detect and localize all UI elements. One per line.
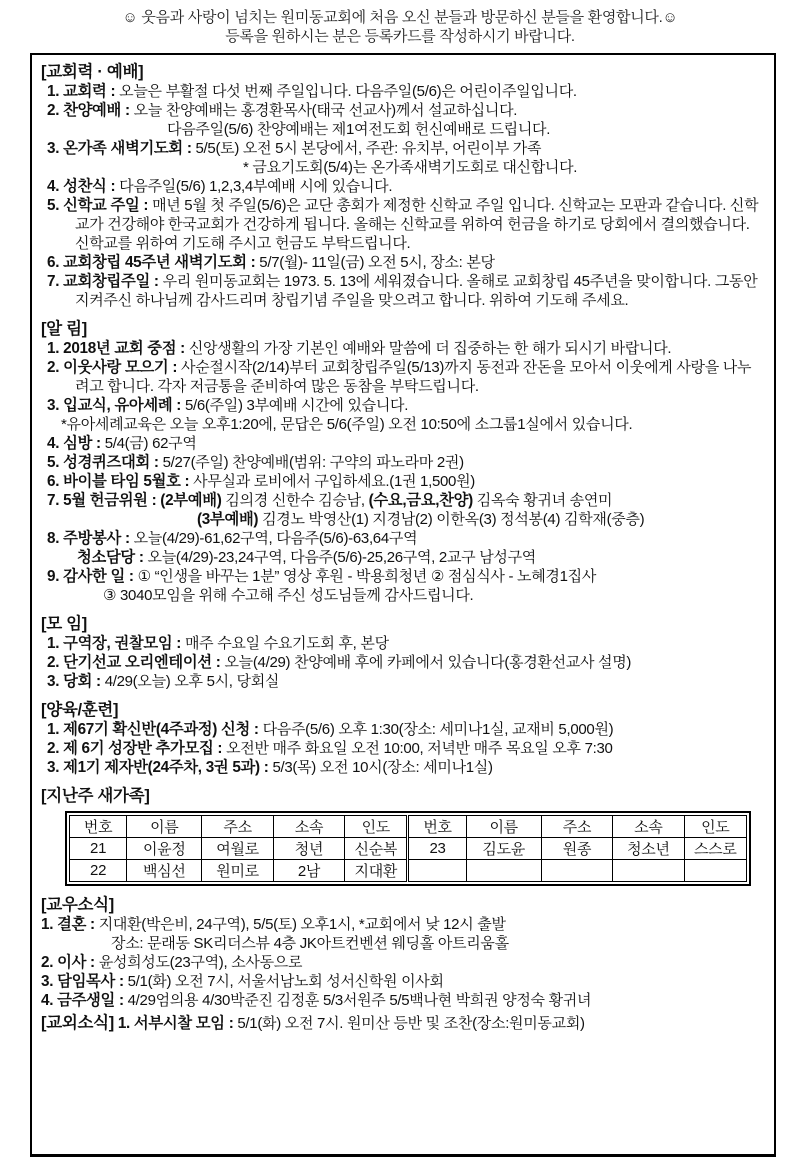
greeting-banner [0, 0, 800, 46]
worship-item-3 [47, 139, 765, 177]
table-row [70, 860, 747, 882]
cell: 지대환 [345, 860, 408, 882]
item-label: 3. 입교식, 유아세례 : [47, 397, 182, 414]
item-text: 다음주일(5/6) 1,2,3,4부예배 시에 있습니다. [119, 178, 393, 195]
item-cont: *유아세례교육은 오늘 오후1:20에, 문답은 5/6(주일) 오전 10:50에 소그룹1실에서 있습니다. [61, 416, 633, 433]
item-label: 4. 금주생일 : [41, 992, 124, 1009]
item-label: 1. 교회력 : [47, 83, 116, 100]
member-news-item-1 [41, 915, 765, 953]
cell [466, 860, 541, 882]
meeting-item-1 [47, 634, 765, 653]
item-label: 3. 당회 : [47, 673, 101, 690]
item-label: 1. 결혼 : [41, 916, 95, 933]
col-header: 이름 [466, 816, 541, 838]
section-notice-items [47, 339, 765, 605]
item-label: 7. 5월 헌금위원 : [47, 492, 157, 509]
item-label: 3. 제1기 제자반(24주차, 3권 5과) : [47, 759, 269, 776]
col-header: 인도 [345, 816, 408, 838]
col-header: 주소 [202, 816, 273, 838]
col-header: 인도 [684, 816, 746, 838]
meeting-item-2 [47, 653, 765, 672]
item-text: 우리 원미동교회는 1973. 5. 13에 세워졌습니다. 올해로 교회창립 45주년을 맞이합니다. 그동안 지켜주신 하나님께 감사드리며 창립기념 주일을 맞으려고 합니다. 위하여 기도해 주세요. [75, 273, 758, 309]
item-label: 2. 이웃사랑 모으기 : [47, 359, 178, 376]
section-worship [41, 62, 765, 310]
item-cont: 다음주일(5/6) 찬양예배는 제1여전도회 헌신예배로 드립니다. [167, 121, 551, 138]
item-label: 1. 서부시찰 모임 : [117, 1015, 234, 1032]
item-text: 5/4(금) 62구역 [104, 435, 197, 452]
section-meeting-items [47, 634, 765, 691]
item-text: 4/29(오늘) 오후 5시, 당회실 [104, 673, 280, 690]
item-bold-1: (2부예배) [160, 492, 222, 509]
item-cont [197, 510, 765, 529]
worship-item-5 [47, 196, 765, 253]
item-line-2 [77, 548, 765, 567]
item-text: 지대환(박은비, 24구역), 5/5(토) 오후1시, *교회에서 낮 12시 출발 [98, 916, 506, 933]
cell [613, 860, 684, 882]
section-worship-items [47, 82, 765, 310]
item-text: 오늘(4/29) 찬양예배 후에 카페에서 있습니다(홍경환선교사 설명) [224, 654, 632, 671]
item-text: 신앙생활의 가장 기본인 예배와 말씀에 더 집중하는 한 해가 되시기 바랍니다. [188, 340, 672, 357]
item-cont: 장소: 문래동 SK리더스뷰 4층 JK아트컨벤션 웨딩홀 아트리움홀 [111, 935, 509, 952]
external-news-line [41, 1014, 765, 1033]
cell [684, 860, 746, 882]
item-label: 5. 신학교 주일 : [47, 197, 149, 214]
cell: 이윤정 [127, 838, 202, 860]
newcomers-table [65, 811, 751, 886]
item-text: 5/5(토) 오전 5시 본당에서, 주관: 유치부, 어린이부 가족 [195, 140, 542, 157]
item-label: 2. 단기선교 오리엔테이션 : [47, 654, 221, 671]
notice-item-2 [47, 358, 765, 396]
item-label: 1. 2018년 교회 중점 : [47, 340, 185, 357]
member-news-item-2 [41, 953, 765, 972]
section-external-news [41, 1014, 765, 1033]
item-text: 오전반 매주 화요일 오전 10:00, 저녁반 매주 목요일 오후 7:30 [226, 740, 613, 757]
section-meeting [41, 614, 765, 691]
item-text: 5/1(화) 오전 7시, 서울서남노회 성서신학원 이사회 [127, 973, 444, 990]
item-text: 오늘은 부활절 다섯 번째 주일입니다. 다음주일(5/6)은 어린이주일입니다. [119, 83, 577, 100]
item-label: 9. 감사한 일 : [47, 568, 134, 585]
col-header: 소속 [273, 816, 344, 838]
cell: 김도윤 [466, 838, 541, 860]
notice-item-9 [47, 567, 765, 605]
item-text: 윤성희성도(23구역), 소사동으로 [98, 954, 303, 971]
item-label: 6. 바이블 타임 5월호 : [47, 473, 190, 490]
item-cont: * 금요기도회(5/4)는 온가족새벽기도회로 대신합니다. [243, 159, 578, 176]
item-label: 8. 주방봉사 : [47, 530, 130, 547]
section-member-news-items [41, 915, 765, 1010]
item-text: 매년 5월 첫 주일(5/6)은 교단 총회가 제정한 신학교 주일 입니다. 신학교는 모판과 같습니다. 신학교가 건강해야 한국교회가 건강하게 됩니다. 올해는 신학교를 위하여 헌금을 하기로 당회에서 결의했습니다. 신학교를 위하여 기도해 주시고 헌금도 부탁드립니다. [75, 197, 759, 252]
notice-item-6 [47, 472, 765, 491]
item-text-2: 오늘(4/29)-23,24구역, 다음주(5/6)-25,26구역, 2교구 남성구역 [147, 549, 536, 566]
cell: 23 [408, 838, 466, 860]
greeting-line2: 등록을 원하시는 분은 등록카드를 작성하시기 바랍니다. [225, 28, 575, 45]
cell: 스스로 [684, 838, 746, 860]
item-text: 5/7(월)- 11일(금) 오전 5시, 장소: 본당 [259, 254, 495, 271]
item-text: 5/6(주일) 3부예배 시간에 있습니다. [184, 397, 409, 414]
notice-item-8 [47, 529, 765, 567]
item-text: 5/27(주일) 찬양예배(범위: 구약의 파노라마 2권) [162, 454, 464, 471]
worship-item-6 [47, 253, 765, 272]
item-text: 다음주(5/6) 오후 1:30(장소: 세미나1실, 교재비 5,000원) [262, 721, 614, 738]
training-item-2 [47, 739, 765, 758]
section-member-news-title: [교우소식] [41, 896, 114, 914]
section-worship-title: [교회력 · 예배] [41, 63, 144, 81]
member-news-item-3 [41, 972, 765, 991]
worship-item-4 [47, 177, 765, 196]
cell [541, 860, 612, 882]
col-header: 번호 [70, 816, 127, 838]
cell: 원종 [541, 838, 612, 860]
worship-item-1 [47, 82, 765, 101]
table-row [70, 838, 747, 860]
section-training-title: [양육/훈련] [41, 701, 119, 719]
item-label: 5. 성경퀴즈대회 : [47, 454, 159, 471]
col-header: 소속 [613, 816, 684, 838]
meeting-item-3 [47, 672, 765, 691]
item-text: 4/29엄의용 4/30박준진 김정훈 5/3서원주 5/5백나현 박희권 양정숙 황귀녀 [127, 992, 592, 1009]
training-item-1 [47, 720, 765, 739]
item-label: 4. 심방 : [47, 435, 101, 452]
cell: 원미로 [202, 860, 273, 882]
cell: 백심선 [127, 860, 202, 882]
item-label: 2. 찬양예배 : [47, 102, 130, 119]
section-notice [41, 319, 765, 605]
item-cont: ③ 3040모임을 위해 수고해 주신 성도님들께 감사드립니다. [103, 587, 474, 604]
item-text: ① “인생을 바꾸는 1분” 영상 후원 - 박용희청년 ② 점심식사 - 노혜경1집사 [137, 568, 597, 585]
worship-item-2 [47, 101, 765, 139]
section-training-items [47, 720, 765, 777]
cell: 청년 [273, 838, 344, 860]
item-bold-2: (수요,금요,찬양) [368, 492, 473, 509]
notice-item-7 [47, 491, 765, 529]
section-newcomers-title: [지난주 새가족] [41, 787, 150, 805]
item-label-2: 청소담당 : [77, 549, 144, 566]
item-text: 사순절시작(2/14)부터 교회창립주일(5/13)까지 동전과 잔돈을 모아서 이웃에게 사랑을 나누려고 합니다. 각자 저금통을 준비하여 많은 동참을 부탁드립니다. [75, 359, 752, 395]
training-item-3 [47, 758, 765, 777]
col-header: 번호 [408, 816, 466, 838]
item-label: 4. 성찬식 : [47, 178, 116, 195]
item-label: 7. 교회창립주일 : [47, 273, 159, 290]
col-header: 이름 [127, 816, 202, 838]
worship-item-7 [47, 272, 765, 310]
item-text: 5/3(목) 오전 10시(장소: 세미나1실) [272, 759, 493, 776]
item-text: 오늘(4/29)-61,62구역, 다음주(5/6)-63,64구역 [133, 530, 418, 547]
item-label: 1. 제67기 확신반(4주과정) 신청 : [47, 721, 259, 738]
notice-item-1 [47, 339, 765, 358]
item-label: 6. 교회창립 45주년 새벽기도회 : [47, 254, 256, 271]
notice-item-3 [47, 396, 765, 434]
section-training [41, 700, 765, 777]
item-text: 사무실과 로비에서 구입하세요.(1권 1,500원) [193, 473, 475, 490]
item-text: 5/1(화) 오전 7시. 원미산 등반 및 조찬(장소:원미동교회) [237, 1015, 585, 1032]
item-label: 3. 담임목사 : [41, 973, 124, 990]
item-cont-text: 김경노 박영산(1) 지경남(2) 이한옥(3) 정석봉(4) 김학재(중층) [258, 511, 645, 528]
greeting-line1: ☺ 웃음과 사랑이 넘치는 원미동교회에 처음 오신 분들과 방문하신 분들을 환영합니다.☺ [122, 9, 678, 26]
cell: 2남 [273, 860, 344, 882]
item-text-2: 김옥숙 황귀녀 송연미 [472, 492, 613, 509]
item-label: 2. 이사 : [41, 954, 95, 971]
section-external-news-title: [교외소식] [41, 1014, 114, 1032]
cell [408, 860, 466, 882]
item-label: 2. 제 6기 성장반 추가모집 : [47, 740, 223, 757]
section-newcomers [41, 786, 765, 886]
item-label: 1. 구역장, 권찰모임 : [47, 635, 182, 652]
item-cont-bold: (3부예배) [197, 511, 259, 528]
notice-item-5 [47, 453, 765, 472]
cell: 여월로 [202, 838, 273, 860]
cell: 청소년 [613, 838, 684, 860]
notice-item-4 [47, 434, 765, 453]
table-header-row [70, 816, 747, 838]
col-header: 주소 [541, 816, 612, 838]
member-news-item-4 [41, 991, 765, 1010]
item-text: 매주 수요일 수요기도회 후, 본당 [184, 635, 389, 652]
cell: 22 [70, 860, 127, 882]
section-meeting-title: [모 임] [41, 615, 87, 633]
item-label: 3. 온가족 새벽기도회 : [47, 140, 192, 157]
section-notice-title: [알 림] [41, 320, 87, 338]
cell: 21 [70, 838, 127, 860]
cell: 신순복 [345, 838, 408, 860]
item-text: 오늘 찬양예배는 홍경환목사(태국 선교사)께서 설교하십니다. [133, 102, 518, 119]
item-text-1: 김의경 신한수 김승남, [221, 492, 369, 509]
section-member-news [41, 895, 765, 1010]
bulletin-body [30, 53, 776, 1157]
